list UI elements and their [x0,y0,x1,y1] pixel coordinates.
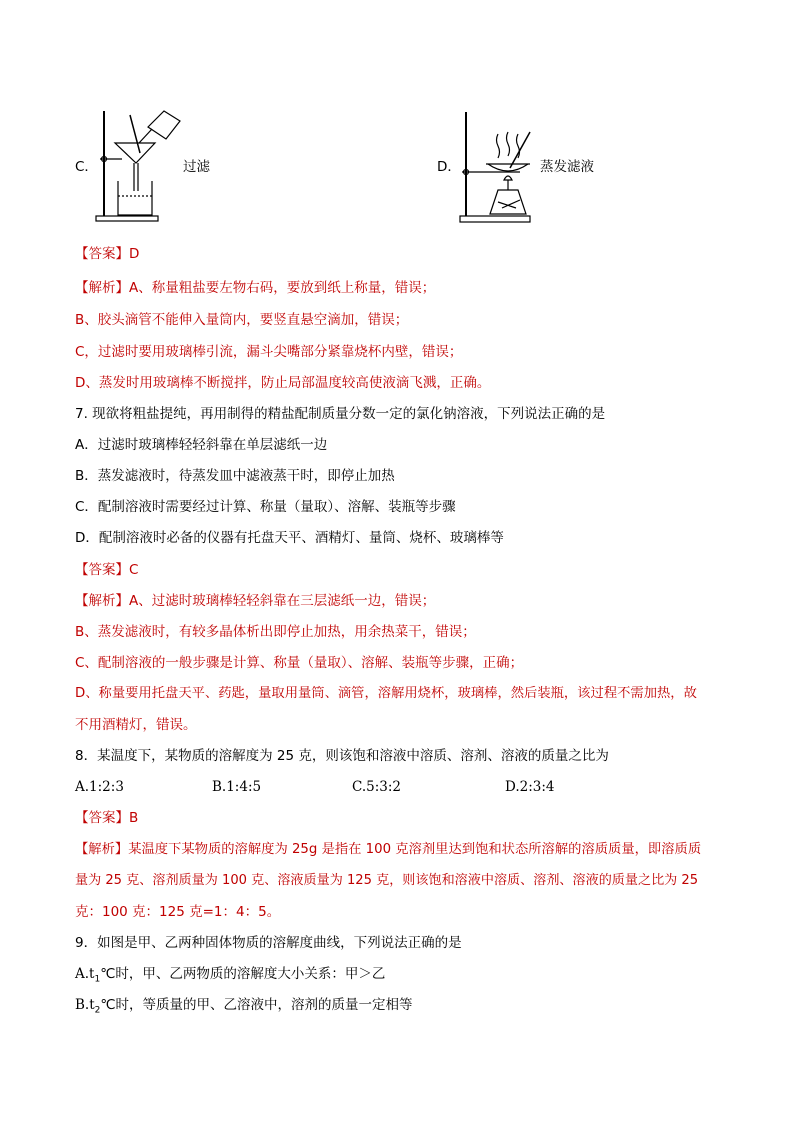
option-c-letter: C． [75,159,98,175]
q7-analysis-line-3: C、配制溶液的一般步骤是计算、称量（量取）、溶解、装瓶等步骤，正确； [75,655,524,671]
evaporation-apparatus-figure [458,110,538,225]
q6-answer: 【答案】D [75,246,140,262]
q7-option-d: D．配制溶液时必备的仪器有托盘天平、酒精灯、量筒、烧杯、玻璃棒等 [75,530,504,546]
q6-analysis-line-1: 【解析】A、称量粗盐要左物右码，要放到纸上称量，错误； [75,280,436,296]
q7-analysis-line-4: D、称量要用托盘天平、药匙，量取用量筒、滴管，溶解用烧杯，玻璃棒，然后装瓶，该过程不需加热，故 [75,686,697,701]
q6-analysis-line-3: C，过滤时要用玻璃棒引流，漏斗尖嘴部分紧靠烧杯内壁，错误； [75,344,463,360]
q6-analysis-line-4: D、蒸发时用玻璃棒不断搅拌，防止局部温度较高使液滴飞溅，正确。 [75,375,491,391]
q6-analysis-line-2: B、胶头滴管不能伸入量筒内，要竖直悬空滴加，错误； [75,312,409,328]
q8-option-b: B.1:4:5 [212,779,262,795]
q7-analysis-line-2: B、蒸发滤液时，有较多晶体析出即停止加热，用余热菜干，错误； [75,624,476,640]
q7-option-b: B．蒸发滤液时，待蒸发皿中滤液蒸干时，即停止加热 [75,468,395,484]
q8-stem: 8．某温度下，某物质的溶解度为 25 克，则该饱和溶液中溶质、溶剂、溶液的质量之比为 [75,748,609,764]
q8-answer: 【答案】B [75,810,139,826]
q7-option-a: A．过滤时玻璃棒轻轻斜靠在单层滤纸一边 [75,437,328,453]
filtration-apparatus-figure [92,103,192,228]
q9-stem: 9．如图是甲、乙两种固体物质的溶解度曲线，下列说法正确的是 [75,935,462,951]
option-c-caption: 过滤 [183,159,210,175]
q7-analysis-line-1: 【解析】A、过滤时玻璃棒轻轻斜靠在三层滤纸一边，错误； [75,593,436,609]
option-d-letter: D． [437,159,461,175]
q8-option-a: A.1:2:3 [75,779,124,795]
q7-answer: 【答案】C [75,562,139,578]
q8-analysis-line-2: 量为 25 克、溶剂质量为 100 克、溶液质量为 125 克，则该饱和溶液中溶质、溶剂、溶液的质量之比为 25 [75,873,699,888]
q8-option-d: D.2:3:4 [505,779,555,795]
q9-option-a: $A.t_1℃$时，甲、乙两物质的溶解度大小关系：甲＞乙 [75,966,386,985]
q8-option-c: C.5:3:2 [352,779,402,795]
q8-analysis-line-1: 【解析】某温度下某物质的溶解度为 25g 是指在 100 克溶剂里达到饱和状态所溶解的溶质质量，即溶质质 [75,842,702,857]
q7-stem: 7. 现欲将粗盐提纯，再用制得的精盐配制质量分数一定的氯化钠溶液，下列说法正确的是 [75,406,606,422]
option-d-caption: 蒸发滤液 [540,159,594,175]
q9-option-b: $B.t_2℃$时，等质量的甲、乙溶液中，溶剂的质量一定相等 [75,997,413,1016]
q7-option-c: C．配制溶液时需要经过计算、称量（量取）、溶解、装瓶等步骤 [75,499,456,515]
q8-analysis-line-3: 克：100 克：125 克=1：4：5。 [75,904,281,920]
q7-analysis-line-5: 不用酒精灯，错误。 [75,717,197,733]
